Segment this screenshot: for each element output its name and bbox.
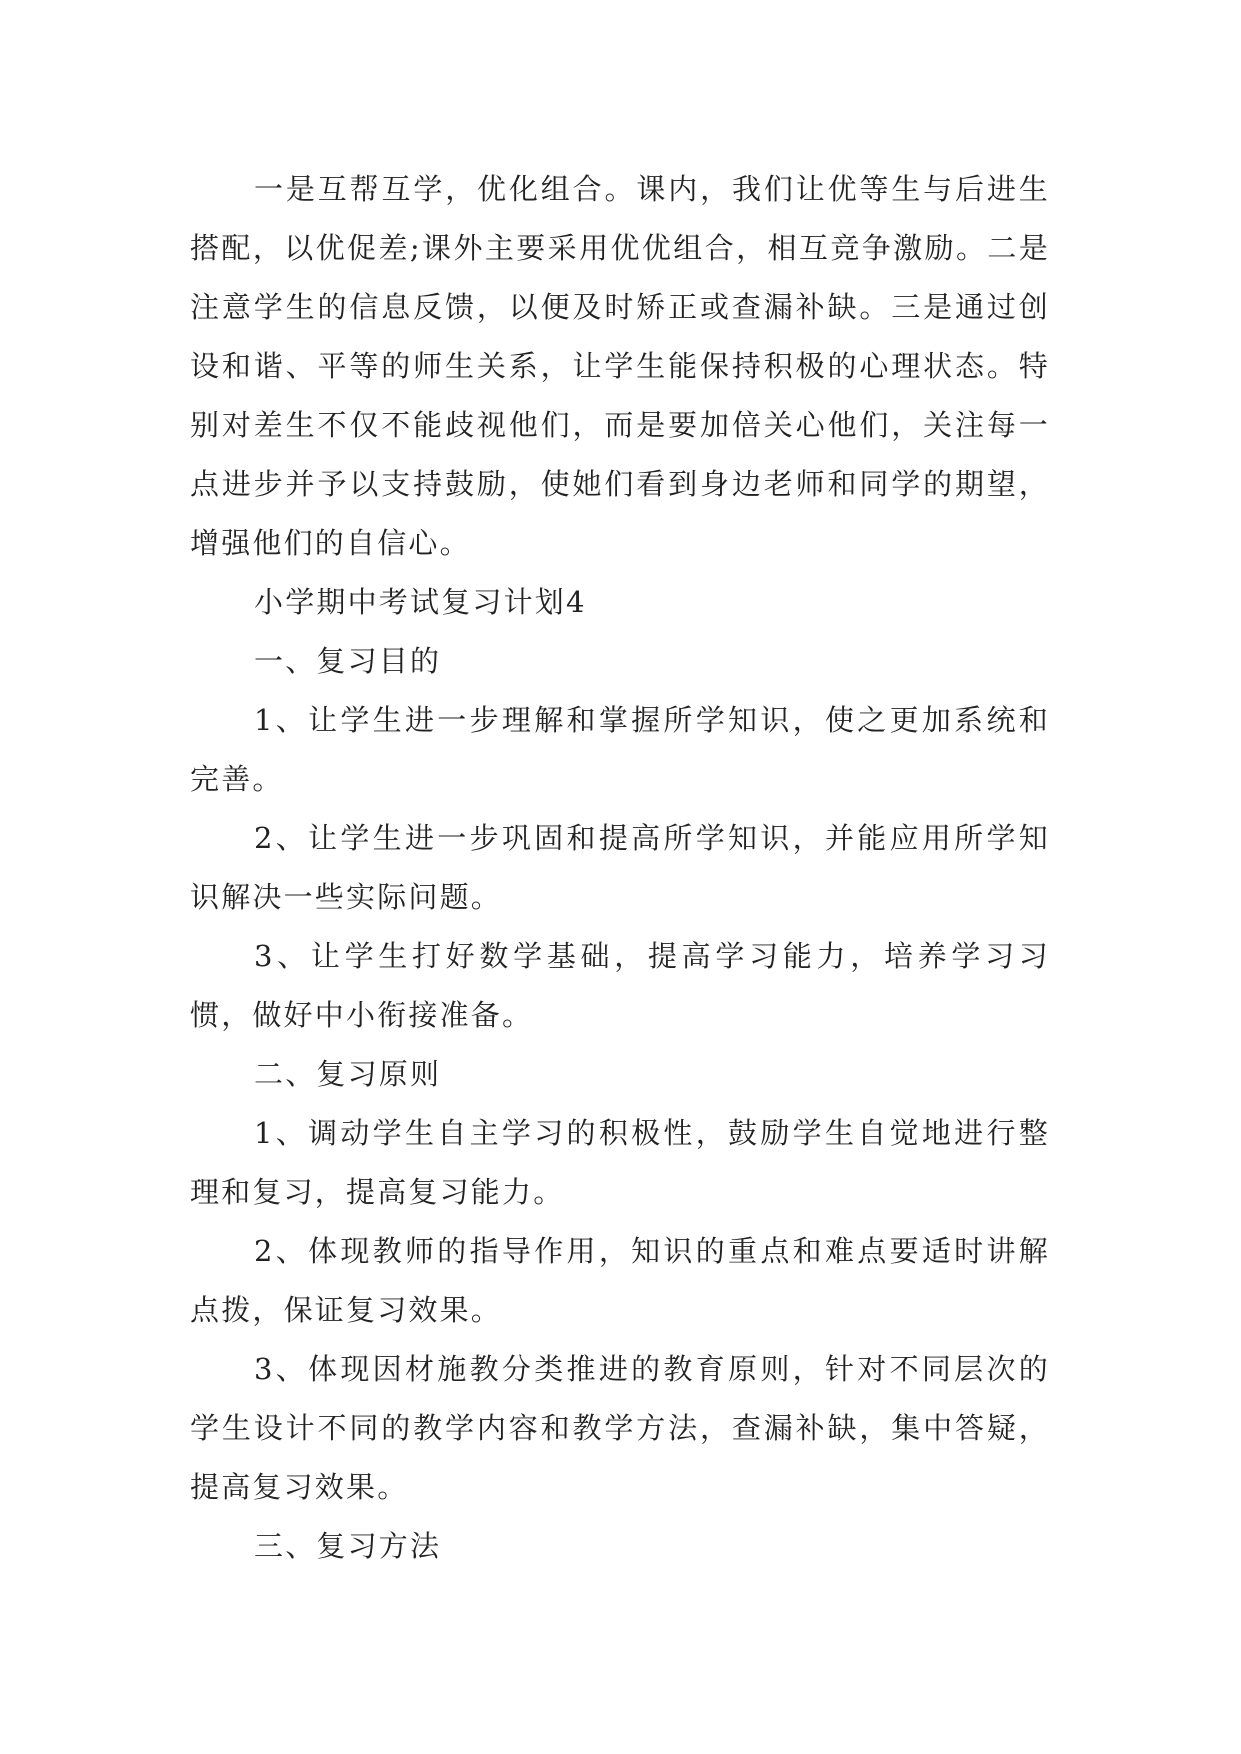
paragraph-purpose-2: 2、让学生进一步巩固和提高所学知识，并能应用所学知识解决一些实际问题。 <box>190 821 1050 914</box>
heading-review-methods: 三、复习方法 <box>254 1529 442 1563</box>
heading-review-principles: 二、复习原则 <box>254 1057 442 1091</box>
paragraph-principle-3: 3、体现因材施教分类推进的教育原则，针对不同层次的学生设计不同的教学内容和教学方法，查漏补缺，集中答疑，提高复习效果。 <box>190 1352 1050 1504</box>
section-title: 小学期中考试复习计划4 <box>254 585 587 619</box>
heading-review-purpose: 一、复习目的 <box>254 644 442 678</box>
paragraph-principle-2: 2、体现教师的指导作用，知识的重点和难点要适时讲解点拨，保证复习效果。 <box>190 1234 1050 1327</box>
paragraph-principle-1: 1、调动学生自主学习的积极性，鼓励学生自觉地进行整理和复习，提高复习能力。 <box>190 1116 1050 1209</box>
document-body <box>190 160 1050 1576</box>
paragraph-peer-learning: 一是互帮互学，优化组合。课内，我们让优等生与后进生搭配，以优促差;课外主要采用优优组合，相互竞争激励。二是注意学生的信息反馈，以便及时矫正或查漏补缺。三是通过创设和谐、平等的师生关系，让学生能保持积极的心理状态。特别对差生不仅不能歧视他们，而是要加倍关心他们，关注每一点进步并予以支持鼓励，使她们看到身边老师和同学的期望，增强他们的自信心。 <box>190 172 1050 560</box>
paragraph-purpose-1: 1、让学生进一步理解和掌握所学知识，使之更加系统和完善。 <box>190 703 1050 796</box>
paragraph-purpose-3: 3、让学生打好数学基础，提高学习能力，培养学习习惯，做好中小衔接准备。 <box>190 939 1050 1032</box>
